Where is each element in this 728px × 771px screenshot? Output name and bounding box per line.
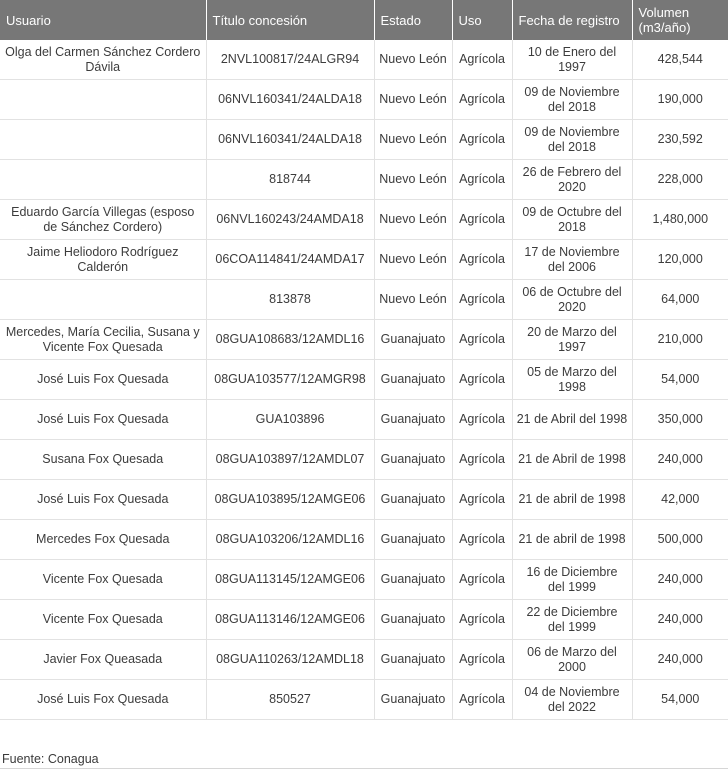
cell-usuario: José Luis Fox Quesada bbox=[0, 480, 206, 520]
cell-usuario: Jaime Heliodoro Rodríguez Calderón bbox=[0, 240, 206, 280]
cell-volumen: 230,592 bbox=[632, 120, 728, 160]
cell-fecha: 21 de Abril del 1998 bbox=[512, 400, 632, 440]
cell-estado: Nuevo León bbox=[374, 80, 452, 120]
cell-titulo: 08GUA103897/12AMDL07 bbox=[206, 440, 374, 480]
cell-fecha: 17 de Noviembre del 2006 bbox=[512, 240, 632, 280]
header-titulo-concesion: Título concesión bbox=[206, 0, 374, 40]
cell-estado: Guanajuato bbox=[374, 520, 452, 560]
table-row bbox=[0, 320, 728, 360]
cell-titulo: 06COA114841/24AMDA17 bbox=[206, 240, 374, 280]
cell-estado: Guanajuato bbox=[374, 440, 452, 480]
table-row bbox=[0, 520, 728, 560]
cell-volumen: 42,000 bbox=[632, 480, 728, 520]
cell-usuario bbox=[0, 160, 206, 200]
cell-usuario: José Luis Fox Quesada bbox=[0, 400, 206, 440]
cell-volumen: 240,000 bbox=[632, 560, 728, 600]
cell-titulo: 06NVL160341/24ALDA18 bbox=[206, 120, 374, 160]
cell-fecha: 10 de Enero del 1997 bbox=[512, 40, 632, 80]
cell-volumen: 500,000 bbox=[632, 520, 728, 560]
cell-usuario bbox=[0, 80, 206, 120]
cell-volumen: 190,000 bbox=[632, 80, 728, 120]
cell-fecha: 26 de Febrero del 2020 bbox=[512, 160, 632, 200]
table-row bbox=[0, 240, 728, 280]
cell-fecha: 05 de Marzo del 1998 bbox=[512, 360, 632, 400]
cell-fecha: 09 de Noviembre del 2018 bbox=[512, 80, 632, 120]
cell-titulo: 08GUA113145/12AMGE06 bbox=[206, 560, 374, 600]
cell-fecha: 04 de Noviembre del 2022 bbox=[512, 680, 632, 720]
cell-uso: Agrícola bbox=[452, 640, 512, 680]
cell-uso: Agrícola bbox=[452, 80, 512, 120]
cell-volumen: 54,000 bbox=[632, 680, 728, 720]
cell-titulo: 850527 bbox=[206, 680, 374, 720]
cell-fecha: 21 de abril de 1998 bbox=[512, 520, 632, 560]
table-row bbox=[0, 640, 728, 680]
cell-uso: Agrícola bbox=[452, 560, 512, 600]
table-row bbox=[0, 680, 728, 720]
cell-volumen: 240,000 bbox=[632, 440, 728, 480]
cell-estado: Nuevo León bbox=[374, 280, 452, 320]
cell-estado: Nuevo León bbox=[374, 200, 452, 240]
cell-usuario: Susana Fox Quesada bbox=[0, 440, 206, 480]
cell-uso: Agrícola bbox=[452, 160, 512, 200]
cell-estado: Nuevo León bbox=[374, 40, 452, 80]
cell-titulo: 813878 bbox=[206, 280, 374, 320]
cell-fecha: 09 de Octubre del 2018 bbox=[512, 200, 632, 240]
cell-fecha: 20 de Marzo del 1997 bbox=[512, 320, 632, 360]
cell-estado: Nuevo León bbox=[374, 120, 452, 160]
cell-fecha: 21 de Abril de 1998 bbox=[512, 440, 632, 480]
cell-fecha: 06 de Marzo del 2000 bbox=[512, 640, 632, 680]
cell-uso: Agrícola bbox=[452, 360, 512, 400]
cell-titulo: 08GUA103206/12AMDL16 bbox=[206, 520, 374, 560]
table-row bbox=[0, 560, 728, 600]
table-row bbox=[0, 160, 728, 200]
cell-uso: Agrícola bbox=[452, 480, 512, 520]
table-row bbox=[0, 440, 728, 480]
cell-usuario bbox=[0, 120, 206, 160]
cell-usuario: Vicente Fox Quesada bbox=[0, 600, 206, 640]
cell-uso: Agrícola bbox=[452, 40, 512, 80]
cell-uso: Agrícola bbox=[452, 200, 512, 240]
cell-titulo: 818744 bbox=[206, 160, 374, 200]
cell-usuario: Mercedes Fox Quesada bbox=[0, 520, 206, 560]
cell-volumen: 428,544 bbox=[632, 40, 728, 80]
table-row bbox=[0, 40, 728, 80]
cell-usuario: Olga del Carmen Sánchez Cordero Dávila bbox=[0, 40, 206, 80]
cell-estado: Guanajuato bbox=[374, 600, 452, 640]
table-row bbox=[0, 360, 728, 400]
table-row bbox=[0, 80, 728, 120]
cell-usuario: Vicente Fox Quesada bbox=[0, 560, 206, 600]
cell-volumen: 64,000 bbox=[632, 280, 728, 320]
cell-uso: Agrícola bbox=[452, 520, 512, 560]
table-row bbox=[0, 480, 728, 520]
cell-uso: Agrícola bbox=[452, 320, 512, 360]
cell-fecha: 22 de Diciembre del 1999 bbox=[512, 600, 632, 640]
cell-estado: Guanajuato bbox=[374, 400, 452, 440]
cell-volumen: 240,000 bbox=[632, 640, 728, 680]
header-usuario: Usuario bbox=[0, 0, 206, 40]
cell-titulo: 08GUA110263/12AMDL18 bbox=[206, 640, 374, 680]
cell-volumen: 1,480,000 bbox=[632, 200, 728, 240]
cell-usuario: Javier Fox Queasada bbox=[0, 640, 206, 680]
cell-titulo: 08GUA108683/12AMDL16 bbox=[206, 320, 374, 360]
cell-fecha: 06 de Octubre del 2020 bbox=[512, 280, 632, 320]
bottom-divider bbox=[0, 768, 728, 769]
header-fecha-registro: Fecha de registro bbox=[512, 0, 632, 40]
cell-estado: Guanajuato bbox=[374, 680, 452, 720]
cell-titulo: 08GUA103577/12AMGR98 bbox=[206, 360, 374, 400]
source-note: Fuente: Conagua bbox=[2, 752, 99, 766]
cell-estado: Nuevo León bbox=[374, 160, 452, 200]
cell-uso: Agrícola bbox=[452, 600, 512, 640]
cell-titulo: 2NVL100817/24ALGR94 bbox=[206, 40, 374, 80]
cell-uso: Agrícola bbox=[452, 280, 512, 320]
header-volumen-line2: (m3/año) bbox=[638, 20, 691, 35]
cell-estado: Guanajuato bbox=[374, 640, 452, 680]
table-body bbox=[0, 40, 728, 720]
cell-uso: Agrícola bbox=[452, 440, 512, 480]
cell-estado: Guanajuato bbox=[374, 320, 452, 360]
table-row bbox=[0, 200, 728, 240]
cell-titulo: 08GUA113146/12AMGE06 bbox=[206, 600, 374, 640]
cell-volumen: 54,000 bbox=[632, 360, 728, 400]
cell-titulo: 08GUA103895/12AMGE06 bbox=[206, 480, 374, 520]
table-row bbox=[0, 400, 728, 440]
header-uso: Uso bbox=[452, 0, 512, 40]
cell-uso: Agrícola bbox=[452, 240, 512, 280]
cell-estado: Guanajuato bbox=[374, 560, 452, 600]
cell-usuario: Mercedes, María Cecilia, Susana y Vicente Fox Quesada bbox=[0, 320, 206, 360]
cell-usuario: José Luis Fox Quesada bbox=[0, 680, 206, 720]
cell-estado: Guanajuato bbox=[374, 480, 452, 520]
table-row bbox=[0, 600, 728, 640]
cell-fecha: 21 de abril de 1998 bbox=[512, 480, 632, 520]
cell-volumen: 120,000 bbox=[632, 240, 728, 280]
header-volumen bbox=[632, 0, 728, 40]
cell-fecha: 16 de Diciembre del 1999 bbox=[512, 560, 632, 600]
cell-uso: Agrícola bbox=[452, 400, 512, 440]
cell-usuario bbox=[0, 280, 206, 320]
cell-volumen: 210,000 bbox=[632, 320, 728, 360]
cell-volumen: 350,000 bbox=[632, 400, 728, 440]
cell-usuario: Eduardo García Villegas (esposo de Sánchez Cordero) bbox=[0, 200, 206, 240]
cell-titulo: 06NVL160243/24AMDA18 bbox=[206, 200, 374, 240]
cell-titulo: GUA103896 bbox=[206, 400, 374, 440]
cell-uso: Agrícola bbox=[452, 680, 512, 720]
cell-volumen: 240,000 bbox=[632, 600, 728, 640]
cell-estado: Guanajuato bbox=[374, 360, 452, 400]
cell-uso: Agrícola bbox=[452, 120, 512, 160]
table-row bbox=[0, 280, 728, 320]
cell-volumen: 228,000 bbox=[632, 160, 728, 200]
cell-fecha: 09 de Noviembre del 2018 bbox=[512, 120, 632, 160]
table-row bbox=[0, 120, 728, 160]
cell-estado: Nuevo León bbox=[374, 240, 452, 280]
header-estado: Estado bbox=[374, 0, 452, 40]
table-header-row bbox=[0, 0, 728, 40]
cell-titulo: 06NVL160341/24ALDA18 bbox=[206, 80, 374, 120]
header-volumen-line1: Volumen bbox=[638, 5, 690, 20]
cell-usuario: José Luis Fox Quesada bbox=[0, 360, 206, 400]
